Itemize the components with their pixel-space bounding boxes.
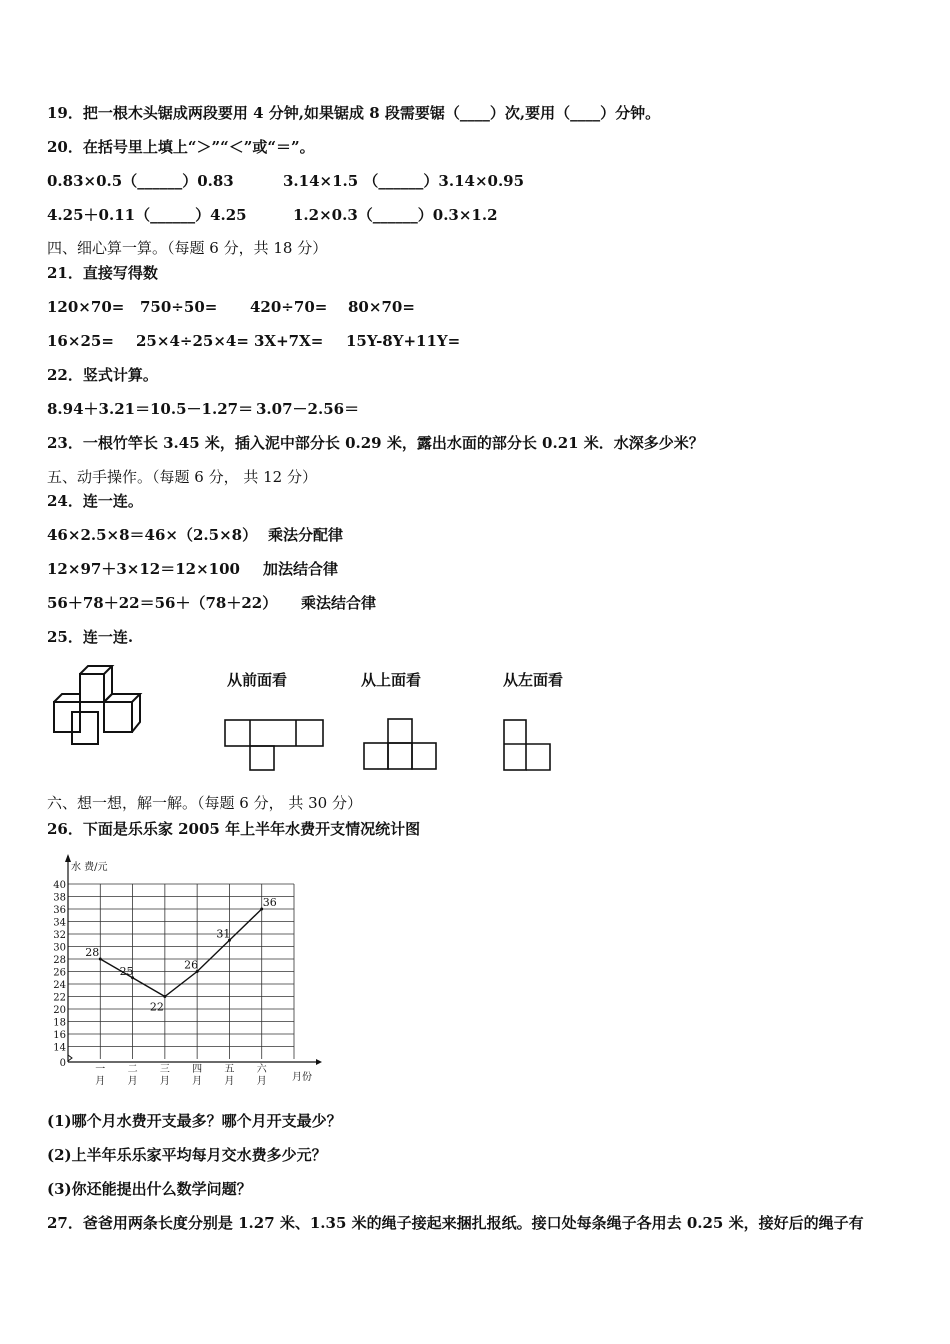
q20-item-3: 4.25＋0.11（______）4.25 [47, 206, 247, 224]
q20-item-4: 1.2×0.3（______）0.3×1.2 [293, 206, 498, 224]
q24-right-1: 乘法分配律 [268, 526, 344, 544]
q21-item: 3X+7X= [254, 332, 324, 350]
q21-item: 25×4÷25×4= [136, 332, 249, 350]
q24-right-3: 乘法结合律 [301, 594, 377, 612]
y-axis-arrow [65, 854, 71, 862]
q21-item: 120×70= [47, 298, 125, 316]
section-6-heading: 六、想一想，解一解。（每题 6 分， 共 30 分） [47, 794, 362, 812]
data-label: 31 [216, 927, 231, 941]
y-tick-label: 34 [53, 917, 66, 929]
y-tick-label: 30 [53, 942, 66, 954]
y-tick-label: 16 [53, 1030, 66, 1041]
x-axis-label: 月份 [292, 1072, 312, 1083]
q22-item: 10.5－1.27＝ [150, 400, 254, 418]
data-label: 28 [85, 946, 100, 959]
x-tick-label: 五月 [224, 1064, 235, 1087]
view-label-top: 从上面看 [361, 671, 422, 689]
q21-item: 15Y-8Y+11Y= [346, 332, 461, 350]
x-axis-arrow [316, 1059, 322, 1065]
water-fee-line-chart [40, 848, 340, 1096]
q24-left-3: 56＋78＋22＝56＋（78＋22） [47, 594, 278, 612]
q21-item: 16×25= [47, 332, 114, 350]
view-shape-1 [222, 712, 332, 774]
y-axis-label: 水 费/元 [71, 862, 108, 873]
y-tick-label: 38 [53, 892, 66, 904]
q27-text: 27．爸爸用两条长度分别是 1.27 米、1.35 米的绳子接起来捆扎报纸。接口处每条绳子各用去 0.25 米，接好后的绳子有 [47, 1214, 864, 1232]
q26-sub1: (1)哪个月水费开支最多？哪个月开支最少？ [47, 1112, 342, 1130]
q23-text: 23．一根竹竿长 3.45 米，插入泥中部分长 0.29 米，露出水面的部分长 0.21 米．水深多少米？ [47, 434, 704, 452]
cube-stack-figure [46, 660, 156, 750]
view-label-front: 从前面看 [227, 671, 288, 689]
y-tick-label: 0 [59, 1058, 66, 1069]
q26-sub3: (3)你还能提出什么数学问题？ [47, 1180, 252, 1198]
y-tick-label: 40 [53, 880, 66, 891]
q24-title: 24．连一连。 [47, 492, 143, 510]
q21-item: 80×70= [348, 298, 415, 316]
q22-item: 3.07－2.56＝ [256, 400, 360, 418]
y-tick-label: 24 [53, 980, 66, 991]
data-point [163, 995, 166, 998]
q19-text: 19．把一根木头锯成两段要用 4 分钟,如果锯成 8 段需要锯（____）次,要用（____）分钟。 [47, 104, 661, 122]
view-shape-2 [360, 712, 444, 774]
q26-title: 26．下面是乐乐家 2005 年上半年水费开支情况统计图 [47, 820, 421, 838]
section-4-heading: 四、细心算一算。（每题 6 分，共 18 分） [47, 239, 328, 257]
q24-left-2: 12×97＋3×12＝12×100 [47, 560, 240, 578]
view-shape-3 [500, 712, 560, 774]
data-line [100, 909, 261, 997]
x-tick-label: 三月 [159, 1064, 170, 1087]
q20-title: 20．在括号里上填上“＞”“＜”或“＝”。 [47, 138, 315, 156]
q20-item-1: 0.83×0.5（______）0.83 [47, 172, 234, 190]
q21-item: 420÷70= [250, 298, 328, 316]
x-tick-label: 六月 [256, 1064, 267, 1087]
x-tick-label: 二月 [127, 1064, 138, 1087]
q22-title: 22．竖式计算。 [47, 366, 158, 384]
y-tick-label: 36 [53, 905, 66, 916]
data-label: 25 [119, 964, 134, 978]
q20-item-2: 3.14×1.5 （______）3.14×0.95 [283, 172, 525, 190]
x-tick-label: 四月 [192, 1064, 203, 1087]
q25-title: 25．连一连. [47, 628, 134, 646]
q24-left-1: 46×2.5×8＝46×（2.5×8） [47, 526, 258, 544]
y-tick-label: 28 [53, 955, 66, 966]
y-tick-label: 14 [53, 1042, 66, 1054]
y-tick-label: 32 [53, 930, 66, 941]
x-tick-label: 一月 [95, 1064, 106, 1087]
y-tick-label: 22 [53, 992, 66, 1004]
y-tick-label: 20 [53, 1005, 66, 1016]
q21-title: 21．直接写得数 [47, 264, 158, 282]
data-label: 26 [184, 958, 199, 972]
q21-item: 750÷50= [140, 298, 218, 316]
section-5-heading: 五、动手操作。（每题 6 分， 共 12 分） [47, 468, 317, 486]
q26-sub2: (2)上半年乐乐家平均每月交水费多少元？ [47, 1146, 327, 1164]
q22-item: 8.94＋3.21＝ [47, 400, 151, 418]
y-tick-label: 26 [53, 967, 66, 979]
data-label: 22 [149, 1000, 164, 1014]
view-label-left: 从左面看 [503, 671, 564, 689]
y-tick-label: 18 [53, 1017, 66, 1029]
data-label: 36 [262, 896, 277, 909]
q24-right-2: 加法结合律 [263, 560, 339, 578]
